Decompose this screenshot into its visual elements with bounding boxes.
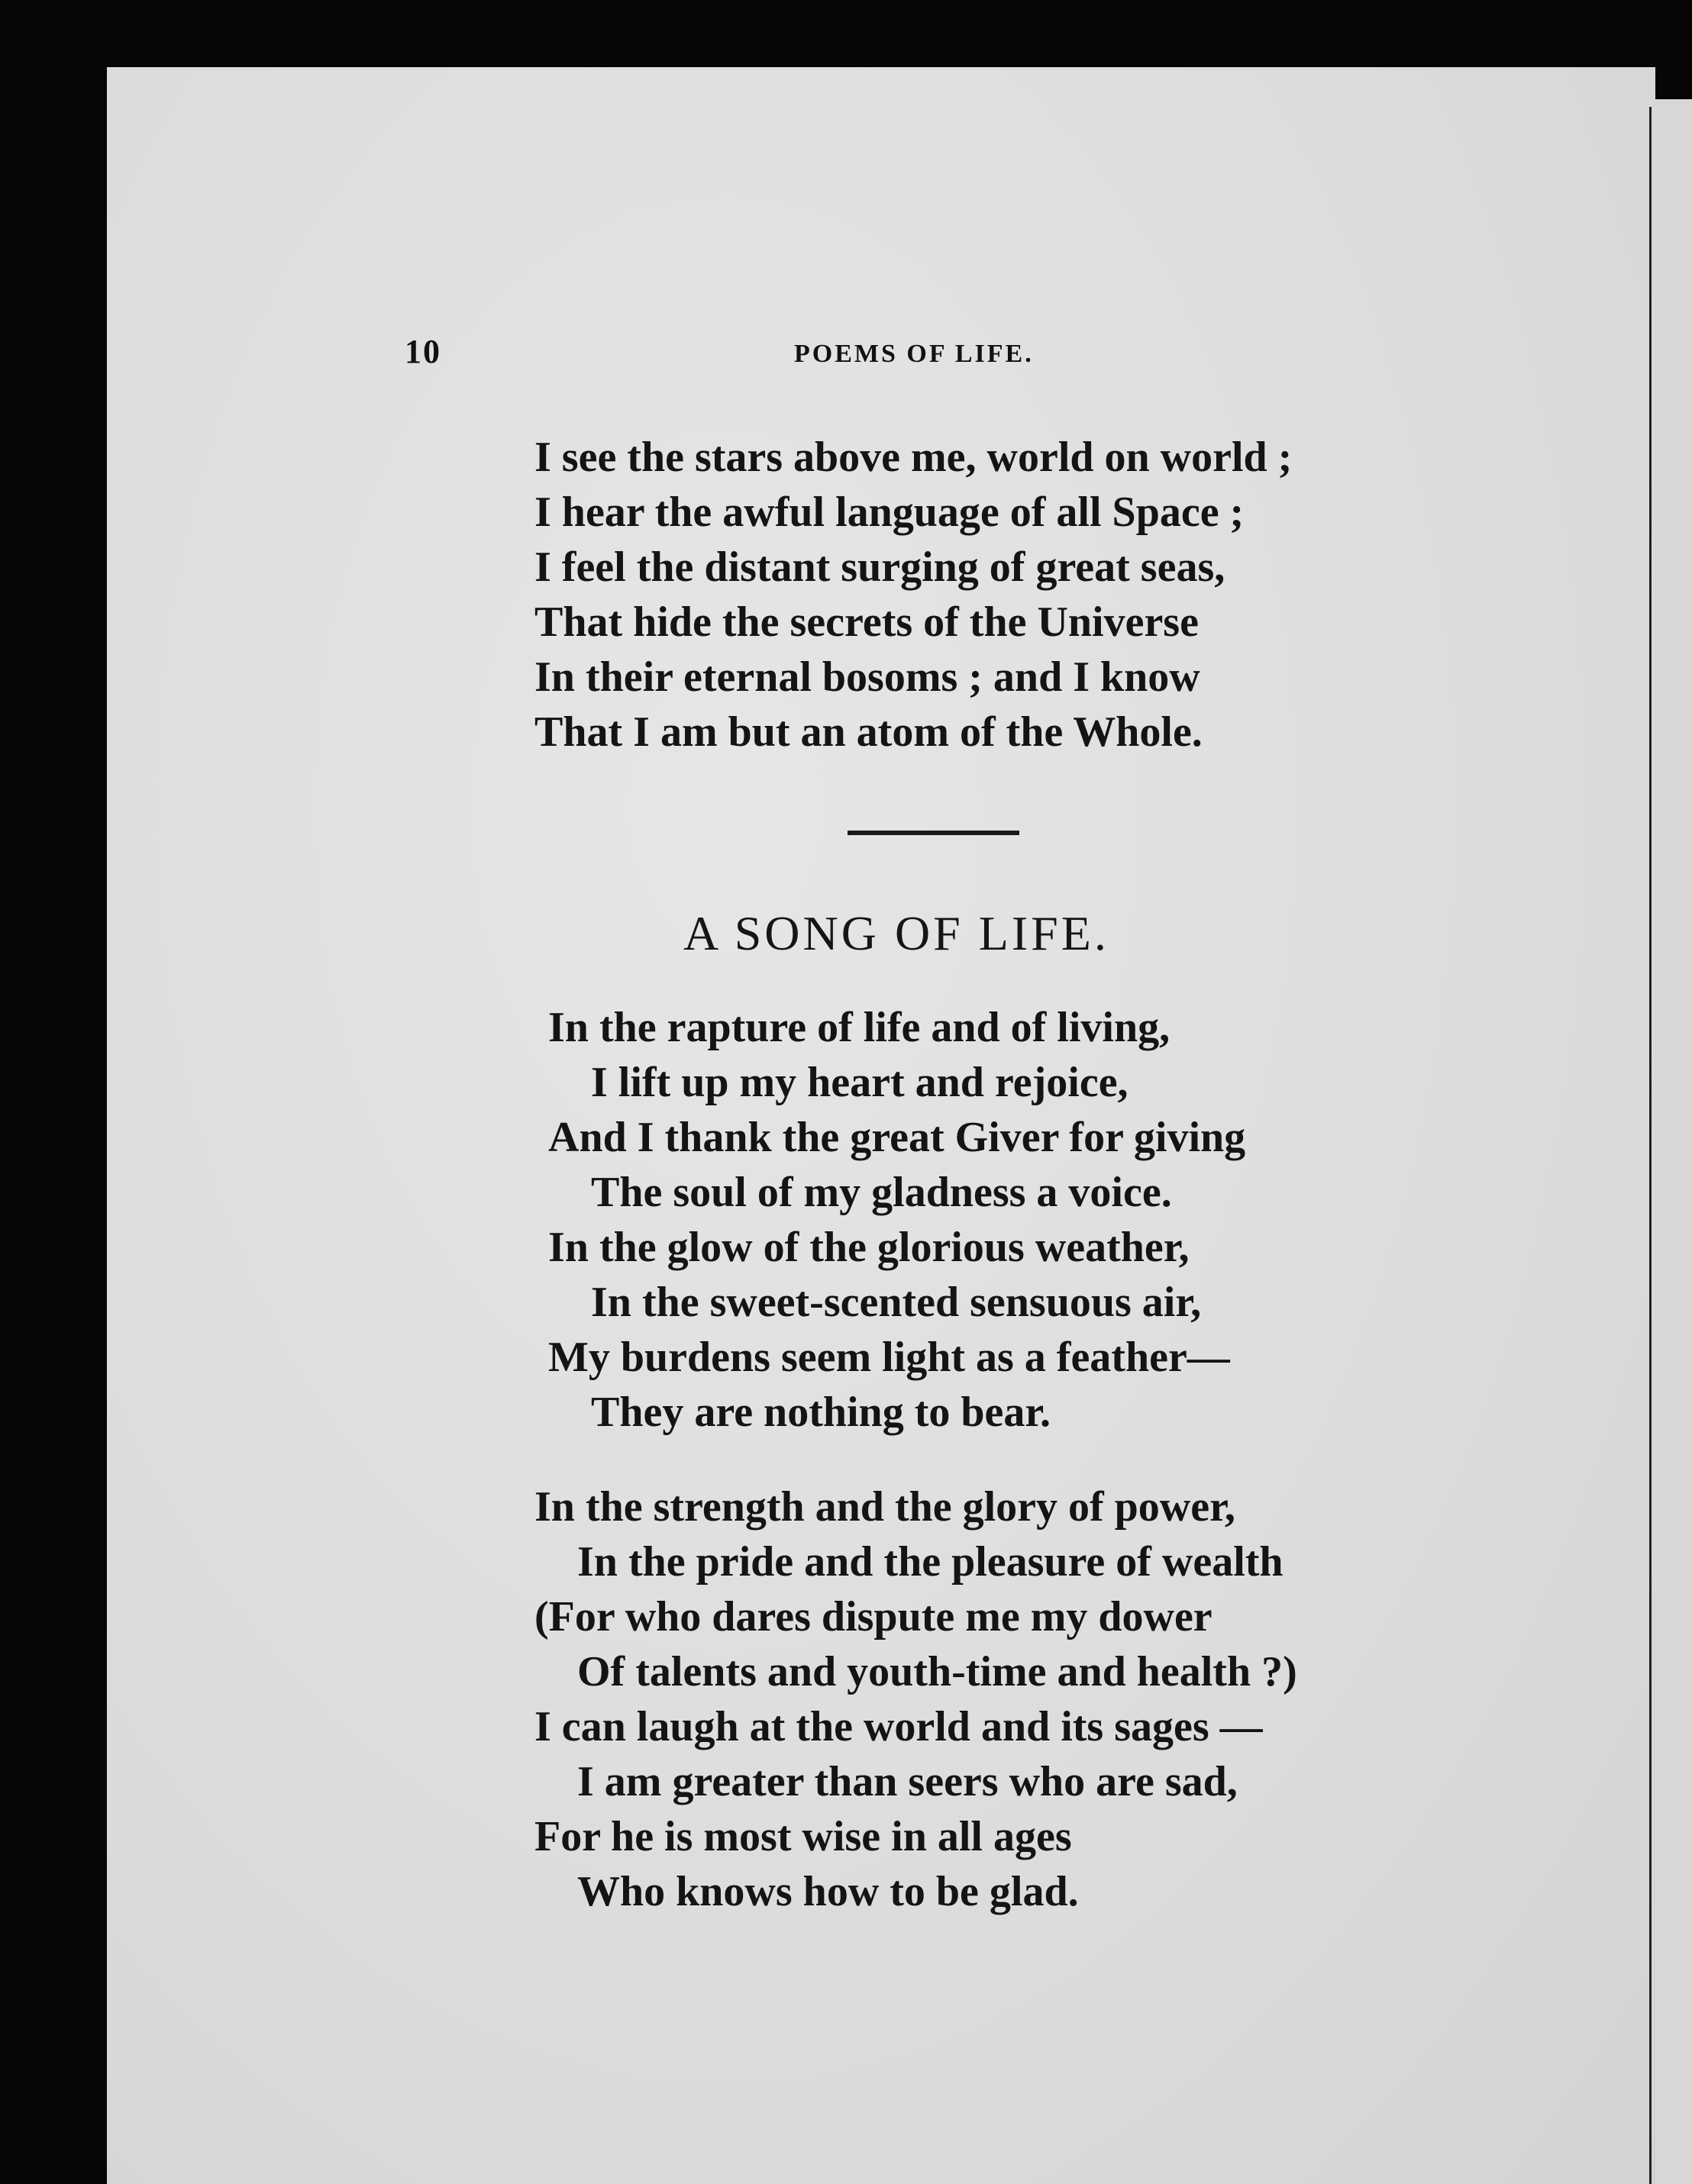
verse-line: I see the stars above me, world on world ; <box>534 434 1293 481</box>
verse-line: My burdens seem light as a feather— <box>548 1334 1230 1381</box>
verse-line: For he is most wise in all ages <box>534 1813 1072 1860</box>
verse-line-indented: Who knows how to be glad. <box>577 1868 1079 1915</box>
verse-line: That hide the secrets of the Universe <box>534 598 1199 646</box>
section-divider <box>848 831 1019 835</box>
book-page <box>107 67 1655 2184</box>
verse-line-indented: I am greater than seers who are sad, <box>577 1758 1238 1805</box>
verse-line: In the glow of the glorious weather, <box>548 1224 1190 1271</box>
verse-line: I hear the awful language of all Space ; <box>534 489 1245 536</box>
page-number: 10 <box>405 333 441 370</box>
verse-line-indented: In the pride and the pleasure of wealth <box>577 1538 1284 1586</box>
facing-page-edge <box>1655 99 1692 2184</box>
verse-line: That I am but an atom of the Whole. <box>534 708 1203 756</box>
intro-stanza <box>534 430 1292 760</box>
verse-line: In the strength and the glory of power, <box>534 1483 1235 1531</box>
poem-title: A SONG OF LIFE. <box>683 906 1109 960</box>
verse-line-indented: Of talents and youth-time and health ?) <box>577 1648 1297 1695</box>
verse-line: In their eternal bosoms ; and I know <box>534 653 1200 701</box>
page-header <box>107 332 1655 378</box>
verse-line: (For who dares dispute me my dower <box>534 1593 1212 1640</box>
verse-line-indented: They are nothing to bear. <box>591 1389 1051 1436</box>
poem-stanza-2 <box>534 1479 1297 1919</box>
verse-line-indented: The soul of my gladness a voice. <box>591 1169 1172 1216</box>
running-head: POEMS OF LIFE. <box>794 340 1034 368</box>
poem-stanza-1 <box>548 1000 1245 1440</box>
verse-line: And I thank the great Giver for giving <box>548 1114 1246 1161</box>
verse-line: In the rapture of life and of living, <box>548 1004 1171 1051</box>
verse-line-indented: In the sweet-scented sensuous air, <box>591 1279 1202 1326</box>
gutter-line <box>1649 107 1652 2184</box>
verse-line: I can laugh at the world and its sages — <box>534 1703 1263 1750</box>
verse-line-indented: I lift up my heart and rejoice, <box>591 1059 1129 1106</box>
verse-line: I feel the distant surging of great seas, <box>534 544 1225 591</box>
